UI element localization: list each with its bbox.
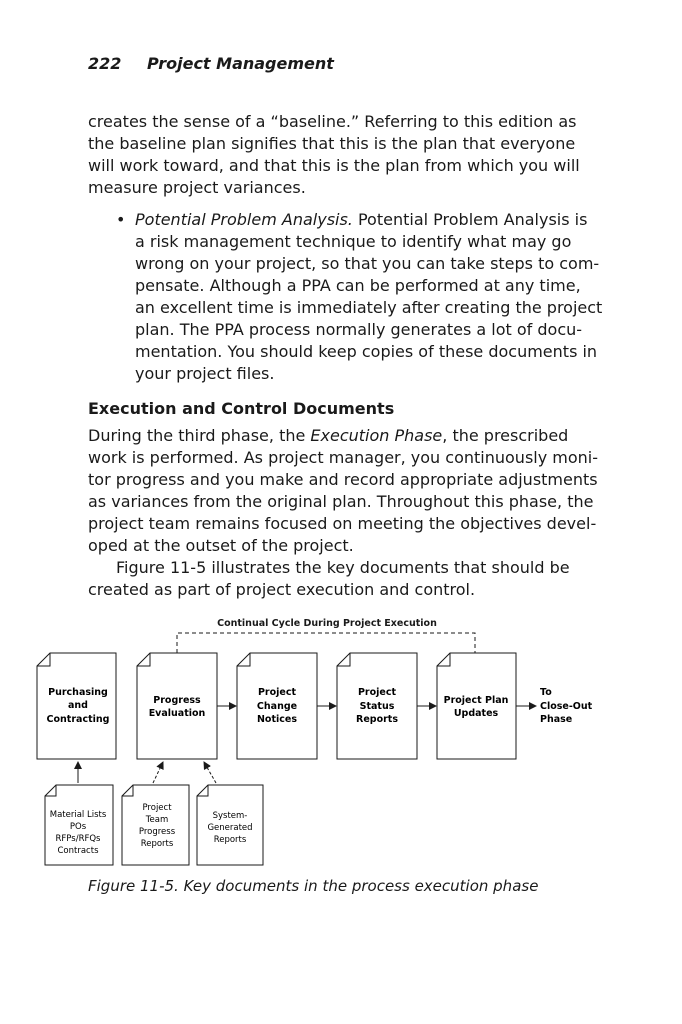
doc-label: Notices <box>256 714 298 725</box>
phase-term: Execution Phase <box>310 426 443 445</box>
doc-label: Project <box>142 803 172 813</box>
book-title: Project Management <box>146 54 334 73</box>
doc-label: Contracting <box>46 714 110 725</box>
text-line: plan. The PPA process normally generates a lot of docu- <box>135 320 583 339</box>
text-line: work is performed. As project manager, you continuously moni- <box>88 448 599 467</box>
text-line: mentation. You should keep copies of these documents in <box>135 342 598 361</box>
text-line: oped at the outset of the project. <box>88 536 354 555</box>
text-line: your project files. <box>135 364 275 383</box>
doc-label: Material Lists <box>49 810 107 820</box>
figure-caption: Figure 11-5. Key documents in the process execution phase <box>88 877 539 895</box>
closeout-text: To <box>540 687 552 698</box>
document-material-lists <box>45 785 113 865</box>
cycle-dashed-line <box>177 633 475 653</box>
text-line: Potential Problem Analysis is <box>352 210 588 229</box>
doc-label: Change <box>256 701 298 712</box>
doc-label: Project <box>257 687 297 698</box>
text-line: a risk management technique to identify what may go <box>135 232 572 251</box>
doc-label: POs <box>69 822 87 832</box>
text-line: created as part of project execution and control. <box>88 580 476 599</box>
text-line: pensate. Although a PPA can be performed at any time, <box>135 276 581 295</box>
doc-label: Reports <box>356 714 398 725</box>
doc-label: Project Plan <box>443 695 509 706</box>
text-line: creates the sense of a “baseline.” Referring to this edition as <box>88 112 577 131</box>
text-line: project team remains focused on meeting the objectives devel- <box>88 514 597 533</box>
text-line: will work toward, and that this is the plan from which you will <box>88 156 580 175</box>
doc-label: Status <box>359 701 395 712</box>
text-line: an excellent time is immediately after creating the project <box>135 298 603 317</box>
doc-label: System- <box>212 811 248 821</box>
text-line: the baseline plan signifies that this is the plan that everyone <box>88 134 576 153</box>
page-number: 222 <box>88 54 122 73</box>
doc-label: and <box>68 700 88 711</box>
document-system-generated-reports <box>197 785 263 865</box>
text-line: tor progress and you make and record appropriate adjustments <box>88 470 598 489</box>
doc-label: Project <box>357 687 397 698</box>
text-span: During the third phase, the <box>88 426 311 445</box>
closeout-text: Close-Out <box>540 701 593 712</box>
doc-label: RFPs/RFQs <box>55 834 101 844</box>
doc-label: Generated <box>207 823 253 833</box>
text-line: wrong on your project, so that you can take steps to com- <box>135 254 600 273</box>
document-project-change-notices <box>237 653 317 759</box>
doc-label: Progress <box>138 827 176 837</box>
input-arrow <box>153 762 163 783</box>
doc-label: Contracts <box>57 846 99 856</box>
document-project-status-reports <box>337 653 417 759</box>
closeout-label <box>540 687 593 725</box>
text-line: as variances from the original plan. Throughout this phase, the <box>88 492 594 511</box>
text-line: Figure 11-5 illustrates the key documents that should be <box>116 558 570 577</box>
document-purchasing-contracting <box>37 653 116 759</box>
doc-label: Evaluation <box>148 708 206 719</box>
document-project-team-progress-reports <box>122 785 189 865</box>
bullet-term: Potential Problem Analysis. <box>135 210 353 229</box>
document-project-plan-updates <box>437 653 516 759</box>
text-span: , the prescribed <box>442 426 569 445</box>
section-heading: Execution and Control Documents <box>88 399 395 418</box>
document-progress-evaluation <box>137 653 217 759</box>
doc-label: Reports <box>140 839 174 849</box>
input-arrow <box>204 762 216 783</box>
text-line: measure project variances. <box>88 178 306 197</box>
doc-label: Purchasing <box>48 687 108 698</box>
doc-label: Reports <box>213 835 247 845</box>
closeout-text: Phase <box>540 714 573 725</box>
doc-label: Updates <box>453 708 499 719</box>
doc-label: Team <box>145 815 169 825</box>
cycle-label: Continual Cycle During Project Execution <box>217 618 437 629</box>
bullet-marker: • <box>116 210 126 229</box>
doc-label: Progress <box>153 695 201 706</box>
